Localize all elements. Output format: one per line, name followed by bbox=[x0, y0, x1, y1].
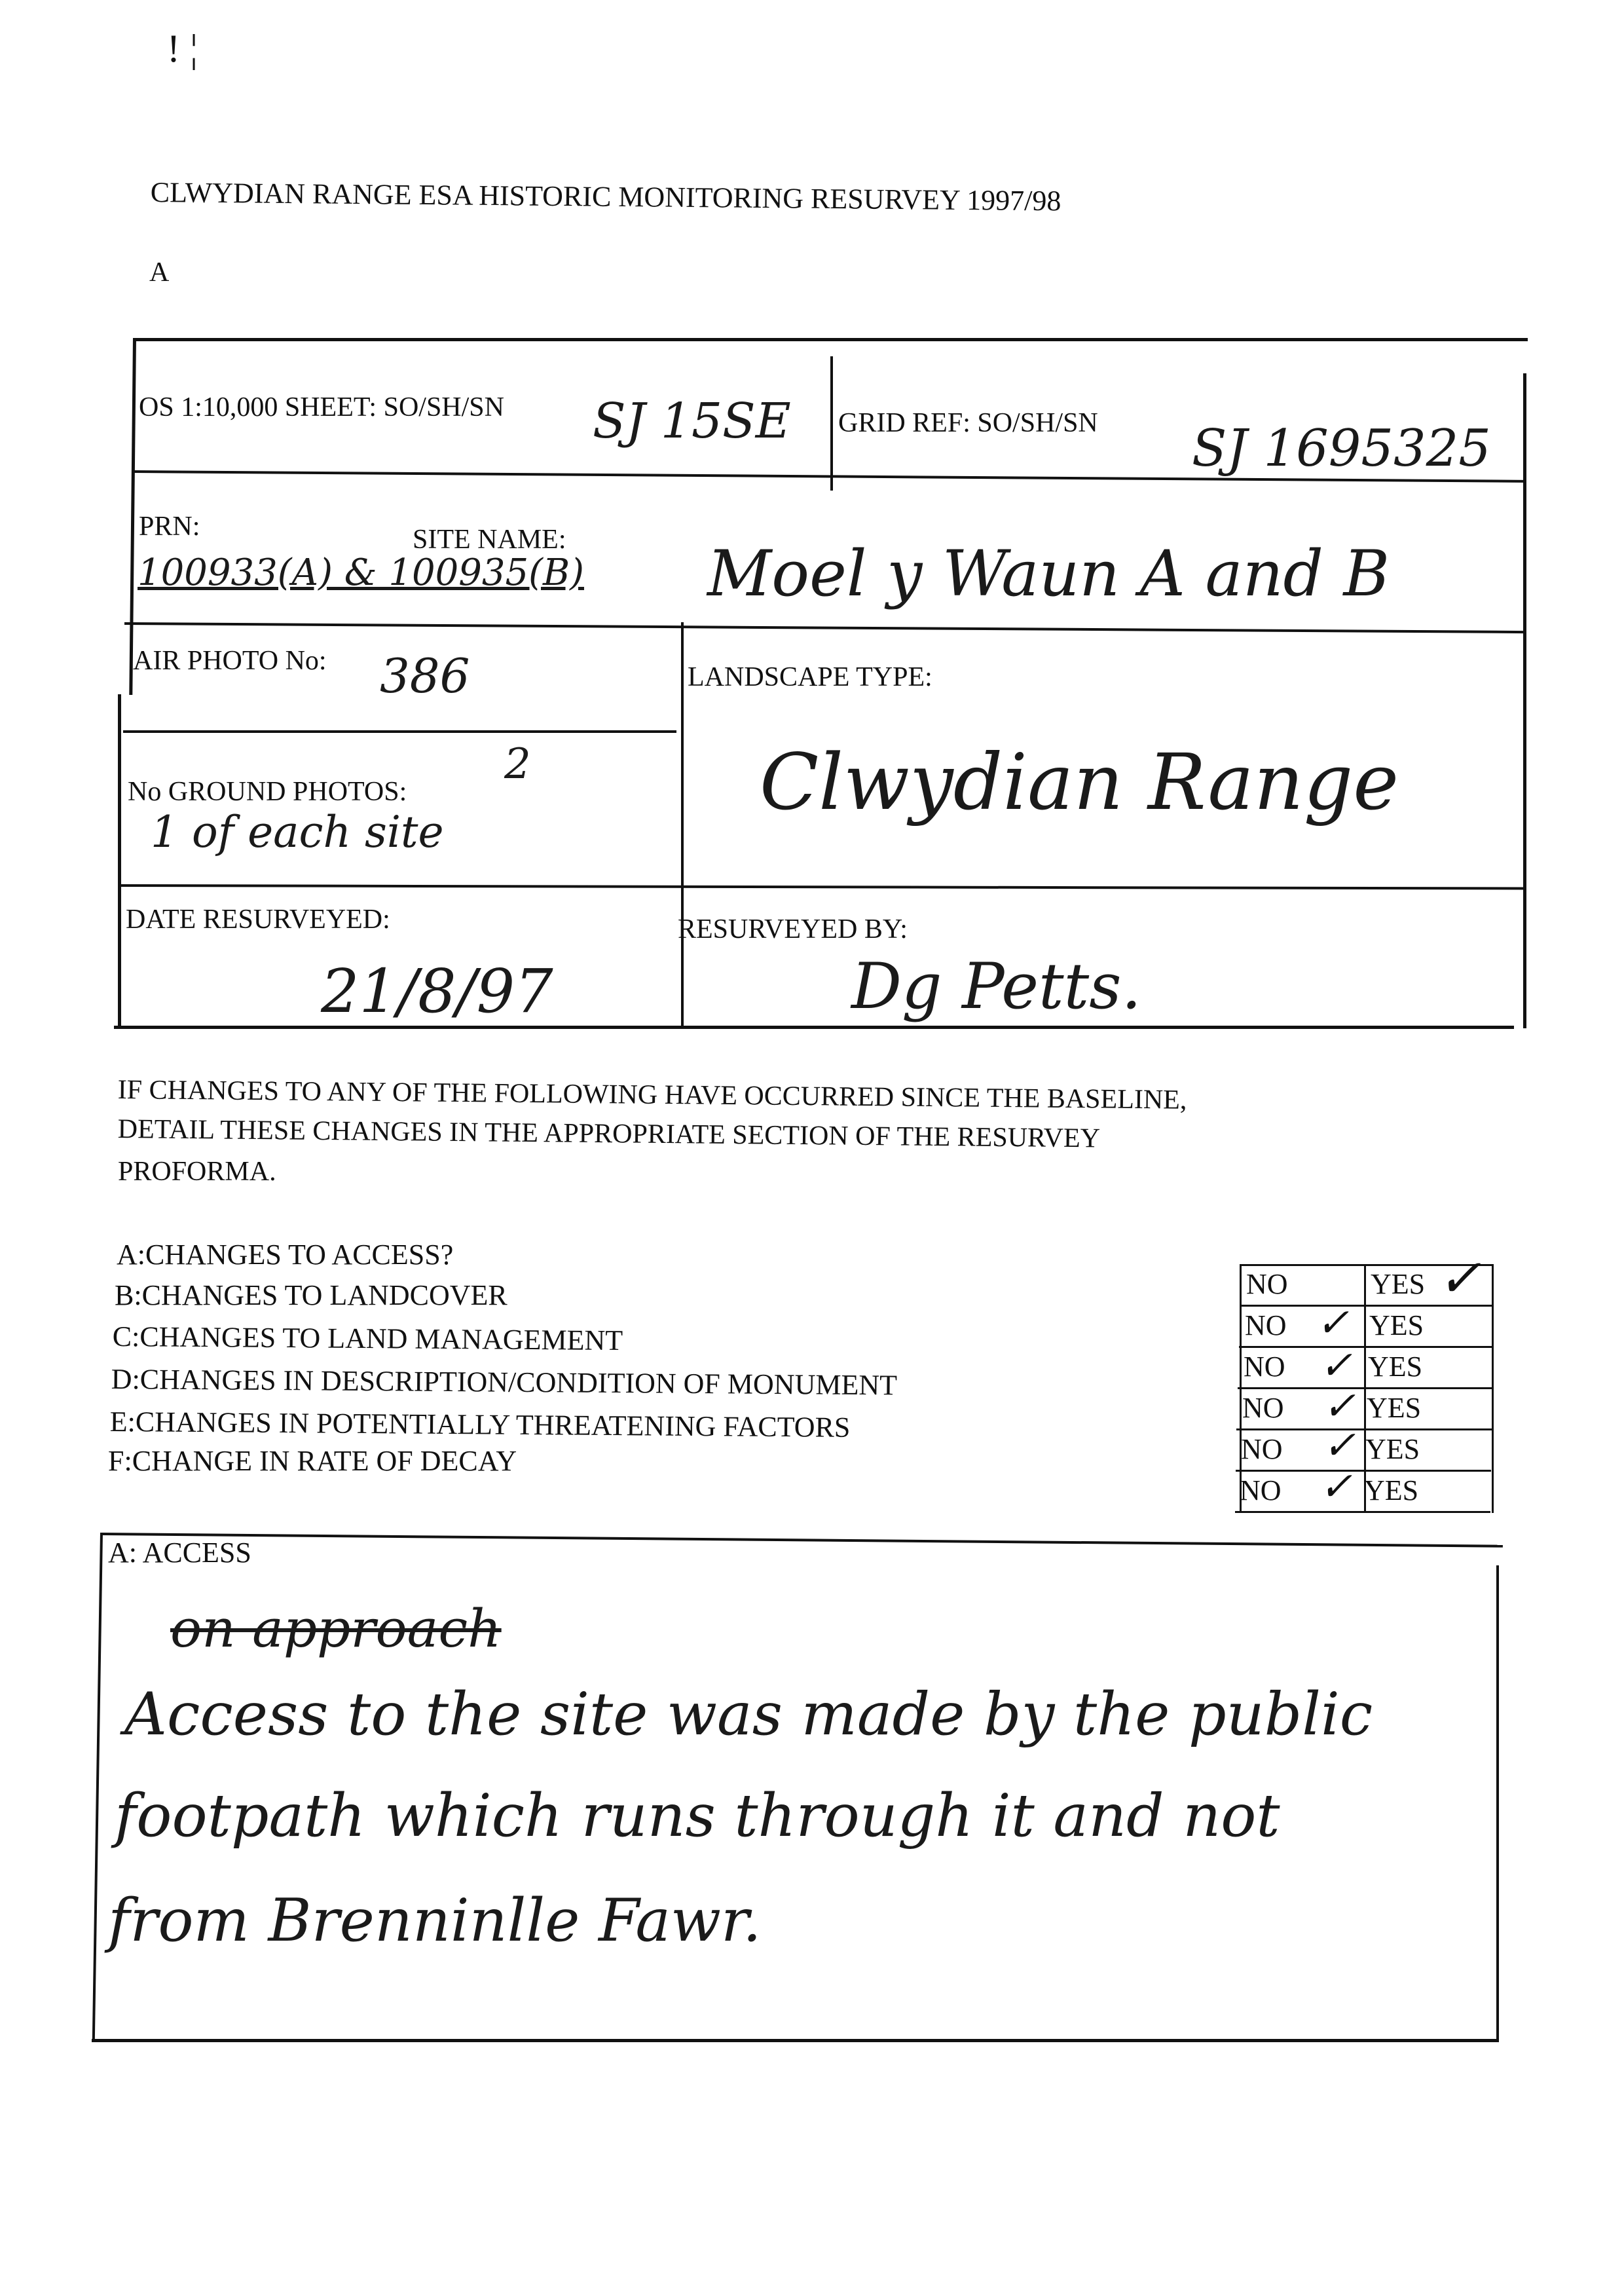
yes-option: YES bbox=[1369, 1309, 1424, 1341]
no-option: NO bbox=[1241, 1433, 1283, 1465]
access-heading: A: ACCESS bbox=[108, 1537, 251, 1569]
no-option: NO bbox=[1242, 1392, 1284, 1424]
os-sheet-label: OS 1:10,000 SHEET: SO/SH/SN bbox=[139, 392, 504, 422]
instruction-line: DETAIL THESE CHANGES IN THE APPROPRIATE SECTION OF THE RESURVEY bbox=[117, 1114, 1101, 1154]
site-name-label: SITE NAME: bbox=[413, 525, 566, 555]
yes-option: YES bbox=[1364, 1474, 1419, 1506]
ground-photos-count: 2 bbox=[504, 740, 531, 789]
change-label: C:CHANGES TO LAND MANAGEMENT bbox=[112, 1320, 623, 1357]
no-option: NO bbox=[1246, 1268, 1288, 1300]
struck-out-text: on approach bbox=[170, 1598, 502, 1659]
access-note-line: Access to the site was made by the public bbox=[124, 1680, 1373, 1749]
access-note-line: footpath which runs through it and not bbox=[115, 1782, 1280, 1850]
checkmark-icon: ✓ bbox=[1316, 1300, 1350, 1346]
no-option: NO bbox=[1245, 1309, 1287, 1341]
site-name-value: Moel y Waun A and B bbox=[707, 537, 1390, 610]
yes-option: YES bbox=[1367, 1392, 1422, 1424]
ground-photos-label: No GROUND PHOTOS: bbox=[128, 777, 407, 807]
landscape-type-label: LANDSCAPE TYPE: bbox=[688, 662, 932, 692]
grid-ref-value: SJ 1695325 bbox=[1192, 419, 1491, 478]
yes-option: YES bbox=[1365, 1433, 1420, 1465]
document-title: CLWYDIAN RANGE ESA HISTORIC MONITORING RESURVEY 1997/98 bbox=[150, 176, 1061, 217]
instruction-line: PROFORMA. bbox=[118, 1157, 276, 1187]
change-label: B:CHANGES TO LANDCOVER bbox=[115, 1279, 507, 1311]
date-resurveyed-label: DATE RESURVEYED: bbox=[126, 905, 390, 935]
checkmark-icon: ✓ bbox=[1320, 1464, 1353, 1510]
stray-marks: ! ¦ bbox=[167, 27, 198, 70]
instruction-line: IF CHANGES TO ANY OF THE FOLLOWING HAVE OCCURRED SINCE THE BASELINE, bbox=[117, 1075, 1187, 1115]
landscape-type-value: Clwydian Range bbox=[760, 737, 1399, 827]
checkmark-icon: ✓ bbox=[1437, 1248, 1482, 1309]
access-note-line: from Brenninlle Fawr. bbox=[108, 1886, 762, 1955]
resurveyed-by-value: Dg Petts. bbox=[851, 950, 1141, 1023]
yes-option: YES bbox=[1371, 1268, 1426, 1300]
change-label: D:CHANGES IN DESCRIPTION/CONDITION OF MONUMENT bbox=[111, 1363, 898, 1402]
grid-ref-label: GRID REF: SO/SH/SN bbox=[838, 408, 1098, 438]
ground-photos-note: 1 of each site bbox=[151, 807, 444, 857]
yes-option: YES bbox=[1368, 1351, 1423, 1383]
prn-value: 100933(A) & 100935(B) bbox=[138, 551, 584, 594]
change-label: F:CHANGE IN RATE OF DECAY bbox=[108, 1445, 517, 1477]
change-label: E:CHANGES IN POTENTIALLY THREATENING FACTORS bbox=[109, 1406, 851, 1444]
air-photo-value: 386 bbox=[380, 648, 470, 703]
checkmark-icon: ✓ bbox=[1323, 1423, 1356, 1468]
os-sheet-value: SJ 15SE bbox=[593, 393, 791, 449]
air-photo-label: AIR PHOTO No: bbox=[133, 646, 327, 676]
prn-label: PRN: bbox=[139, 512, 200, 542]
no-option: NO bbox=[1240, 1474, 1282, 1506]
change-label: A:CHANGES TO ACCESS? bbox=[117, 1239, 454, 1271]
document-series: A bbox=[149, 257, 170, 288]
no-option: NO bbox=[1244, 1351, 1285, 1383]
checkmark-icon: ✓ bbox=[1323, 1383, 1356, 1429]
checkmark-icon: ✓ bbox=[1320, 1343, 1353, 1389]
date-resurveyed-value: 21/8/97 bbox=[321, 956, 553, 1026]
resurveyed-by-label: RESURVEYED BY: bbox=[678, 914, 908, 944]
